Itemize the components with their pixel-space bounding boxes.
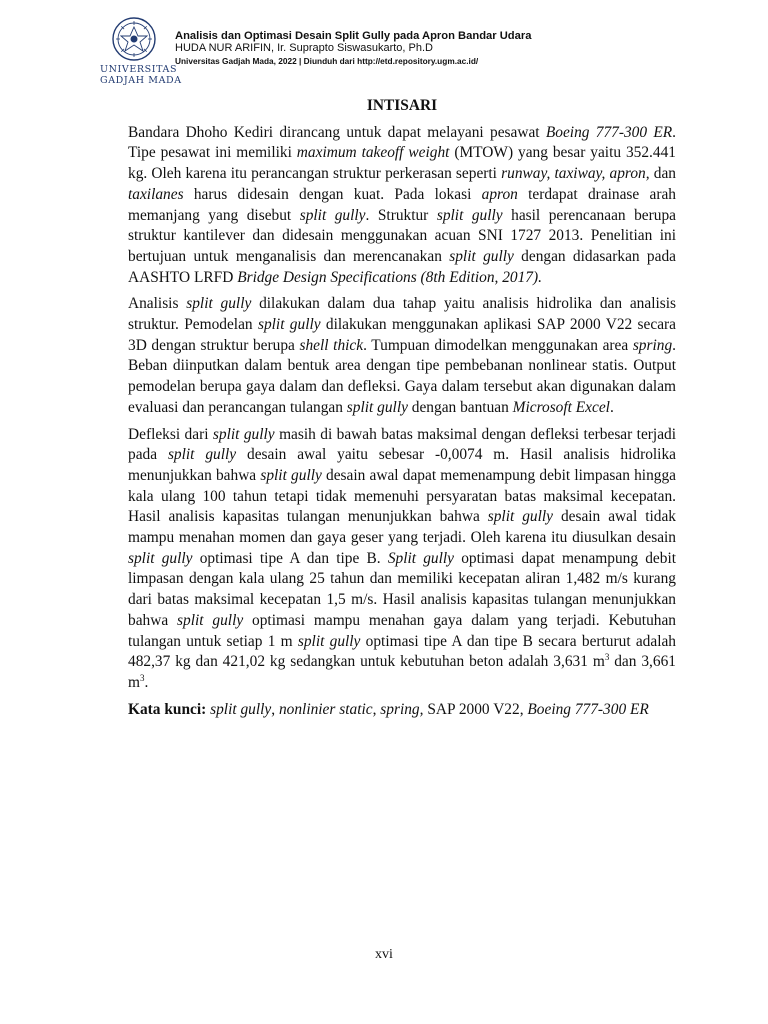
italic-term: split gully	[212, 425, 275, 443]
italic-term: split gully	[257, 316, 321, 334]
text-run: Bandara Dhoho Kediri dirancang untuk dapat melayani pesawat	[128, 123, 546, 141]
italic-term: maximum takeoff weight	[296, 144, 450, 162]
text-run: dengan didasarkan pada AASHTO LRFD	[128, 247, 676, 286]
italic-term: split gully	[487, 508, 553, 526]
text-run: desain awal tidak mampu menahan momen dan gaya geser yang terjadi. Oleh karena itu diusulkan desain	[128, 508, 676, 547]
thesis-title: Analisis dan Optimasi Desain Split Gully pada Apron Bandar Udara	[175, 30, 532, 42]
text-run: terdapat drainase arah memanjang yang disebut	[128, 185, 676, 224]
abstract-paragraph	[128, 123, 676, 289]
text-run: SAP 2000 V22,	[423, 700, 528, 718]
italic-term: split gully	[260, 466, 322, 484]
section-title: INTISARI	[366, 97, 438, 114]
italic-term: taxilanes	[128, 185, 184, 203]
page-header	[100, 16, 740, 96]
keywords-line	[128, 700, 676, 721]
text-run: hasil perencanaan berupa struktur kantilever dan didesain menggunakan acuan SNI 1727 2013. Penelitian ini bertujuan untuk menganalisis dan merencanakan	[128, 206, 676, 265]
document-body	[128, 96, 676, 726]
text-run: Analisis	[128, 295, 187, 313]
text-run: . Beban diinputkan dalam bentuk area dengan tipe pembebanan nonlinear statis. Output pemodelan berupa gaya dalam dan defleksi. Gaya dalam tersebut akan digunakan dalam evaluasi dan perancangan tulangan	[128, 336, 677, 416]
page-number: xvi	[375, 947, 393, 962]
superscript-text: 3	[604, 652, 610, 663]
text-run: dilakukan dalam dua tahap yaitu analisis hidrolika dan analisis struktur. Pemodelan	[128, 295, 676, 334]
abstract-paragraph	[128, 294, 676, 418]
italic-term: split gully	[210, 700, 272, 718]
text-run: dilakukan menggunakan aplikasi SAP 2000 V22 secara 3D dengan struktur berupa	[128, 316, 676, 354]
text-run: Defleksi dari	[128, 425, 213, 443]
italic-term: Split gully	[387, 549, 455, 567]
italic-term: split gully	[128, 549, 193, 567]
logo-line-1: UNIVERSITAS	[100, 64, 178, 75]
italic-term: Boeing 777-300 ER	[527, 700, 649, 718]
italic-term: split gully	[186, 295, 252, 313]
text-run: dan	[649, 165, 676, 183]
text-run: . Struktur	[365, 206, 437, 224]
thesis-source: Universitas Gadjah Mada, 2022 | Diunduh dari http://etd.repository.ugm.ac.id/	[175, 56, 479, 66]
university-emblem-icon	[111, 16, 157, 62]
text-run: .	[609, 398, 614, 416]
italic-term: Boeing 777-300 ER	[545, 123, 673, 141]
italic-term: nonlinier static	[278, 700, 373, 718]
italic-term: runway, taxiway, apron,	[501, 165, 650, 183]
abstract-paragraph	[128, 425, 676, 694]
text-run: . Tipe pesawat ini memiliki	[128, 123, 676, 162]
italic-term: apron	[481, 185, 518, 203]
text-run: desain awal dapat memenampung debit limpasan hingga kala ulang 100 tahun tetapi tidak memenuhi persyaratan batas maksimal kecepatan. Hasil analisis kapasitas tulangan menunjukkan bahwa	[128, 466, 677, 526]
italic-term: Bridge Design Specifications (8th Edition, 2017).	[237, 268, 542, 286]
text-run: .	[144, 673, 149, 691]
italic-term: Microsoft Excel	[512, 398, 610, 416]
university-logo	[100, 16, 182, 86]
text-run: ,	[372, 700, 381, 718]
superscript-text: 3	[139, 672, 145, 683]
keywords-list	[206, 701, 649, 718]
text-run: masih di bawah batas maksimal dengan defleksi terbesar terjadi pada	[128, 425, 676, 464]
text-run: optimasi mampu menahan gaya dalam yang terjadi. Kebutuhan tulangan untuk setiap 1 m	[128, 611, 676, 650]
text-run: optimasi tipe A dan tipe B secara berturut adalah 482,37 kg dan 421,02 kg sedangkan untuk kebutuhan beton adalah 3,631 m	[128, 632, 677, 671]
italic-term: split gully	[297, 632, 361, 650]
thesis-authors: HUDA NUR ARIFIN, Ir. Suprapto Siswasukarto, Ph.D	[175, 42, 433, 54]
text-run: optimasi tipe A dan tipe B.	[192, 549, 388, 567]
text-run: (MTOW) yang besar yaitu 352.441 kg. Oleh karena itu perancangan struktur perkerasan seperti	[128, 144, 676, 183]
italic-term: split gully	[299, 206, 366, 224]
italic-term: split gully	[449, 247, 514, 265]
text-run: dan 3,661 m	[128, 653, 676, 691]
italic-term: split gully	[167, 446, 237, 464]
logo-line-2: GADJAH MADA	[100, 75, 182, 86]
text-run: dengan bantuan	[407, 398, 513, 416]
text-run: . Tumpuan dimodelkan menggunakan area	[363, 336, 633, 354]
italic-term: shell thick	[299, 336, 364, 354]
italic-term: split gully	[436, 206, 503, 224]
italic-term: split gully	[177, 611, 244, 629]
keywords-label: Kata kunci:	[128, 700, 207, 718]
text-run: optimasi dapat menampung debit limpasan dengan kala ulang 25 tahun dan memiliki kecepatan aliran 1,482 m/s kurang dari batas maksimal kecepatan 1,5 m/s. Hasil analisis kapasitas tulangan menunjukkan bahwa	[128, 549, 677, 629]
italic-term: split gully	[346, 398, 408, 416]
italic-term: spring,	[380, 700, 424, 718]
text-run: desain awal yaitu sebesar -0,0074 m. Hasil analisis hidrolika menunjukkan bahwa	[128, 446, 676, 484]
italic-term: spring	[632, 336, 673, 354]
text-run: harus didesain dengan kuat. Pada lokasi	[183, 185, 482, 203]
text-run: ,	[271, 700, 279, 718]
